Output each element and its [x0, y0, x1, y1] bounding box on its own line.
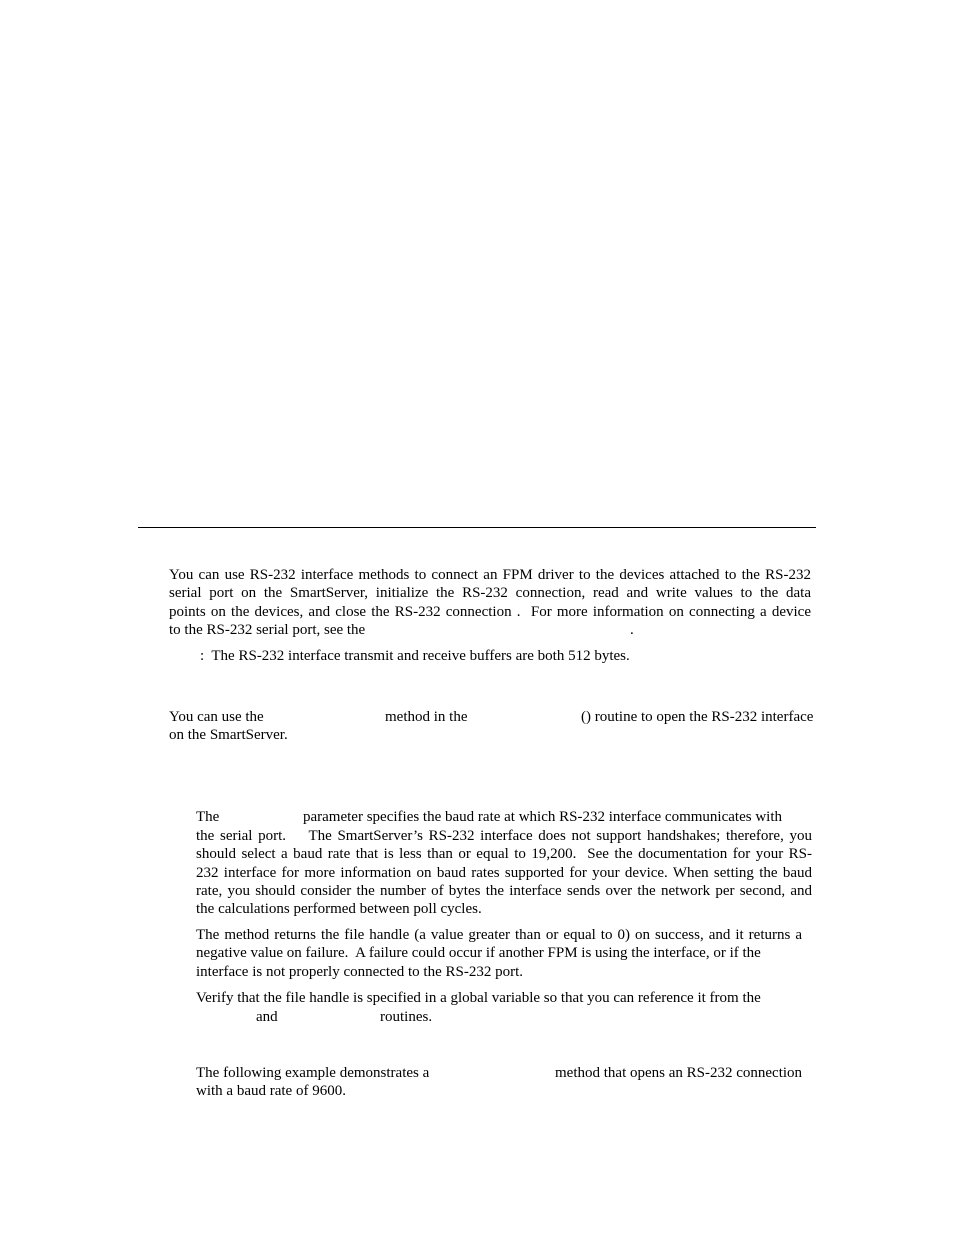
verify-text: and [256, 1009, 278, 1025]
intro-line: points on the devices, and close the RS-232 connection . For more information on connecting a device [169, 603, 811, 620]
open-method-text: method in the [385, 709, 468, 725]
return-line: negative value on failure. A failure could occur if another FPM is using the interface, or if the [196, 945, 761, 962]
intro-last-line: to the RS-232 serial port, see the [169, 622, 366, 638]
baud-para-first: The [196, 809, 220, 825]
section-divider [138, 527, 816, 528]
baud-para-first: parameter specifies the baud rate at which RS-232 interface communicates with [303, 809, 782, 825]
example-text: The following example demonstrates a [196, 1065, 430, 1081]
example-text: with a baud rate of 9600. [196, 1083, 346, 1099]
baud-paragraph [196, 827, 812, 918]
return-line: The method returns the file handle (a value greater than or equal to 0) on success, and it returns a [196, 927, 802, 943]
baud-line: the calculations performed between poll cycles. [196, 901, 482, 918]
note-text: : The RS-232 interface transmit and receive buffers are both 512 bytes. [200, 648, 630, 664]
example-text: method that opens an RS-232 connection [555, 1065, 803, 1081]
baud-line: rate, you should consider the number of bytes the interface sends over the network per second, and [196, 882, 812, 899]
intro-line: serial port on the SmartServer, initialize the RS-232 connection, read and write values to the data [169, 585, 811, 602]
intro-paragraph [169, 566, 811, 621]
return-paragraph [196, 926, 802, 981]
intro-last-period: . [630, 622, 634, 638]
verify-text: routines. [380, 1009, 433, 1025]
open-method-text: You can use the [169, 709, 264, 725]
verify-text: Verify that the file handle is specified in a global variable so that you can reference it from the [196, 990, 761, 1006]
baud-line: the serial port. The SmartServer’s RS-232 interface does not support handshakes; therefore, you [196, 828, 812, 844]
open-method-text: on the SmartServer. [169, 727, 288, 743]
return-line: interface is not properly connected to the RS-232 port. [196, 963, 523, 980]
baud-line: 232 interface for more information on baud rates supported for your device. When setting the baud [196, 864, 812, 881]
intro-line: You can use RS-232 interface methods to connect an FPM driver to the devices attached to the RS-232 [169, 567, 811, 583]
open-method-text: () routine to open the RS-232 interface [581, 709, 814, 725]
baud-line: should select a baud rate that is less than or equal to 19,200. See the documentation for your RS- [196, 846, 812, 863]
